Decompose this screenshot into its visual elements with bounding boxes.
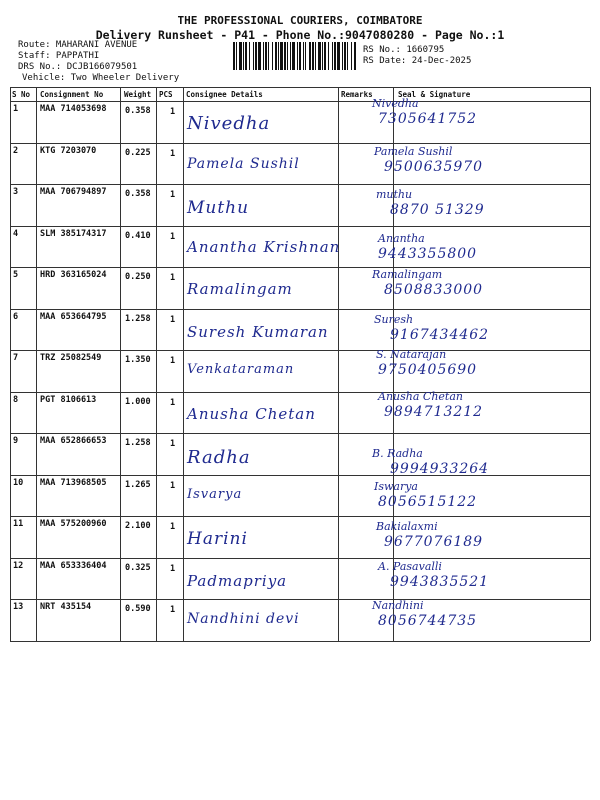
row-phone-handwritten: 9167434462 [390,326,490,343]
row-signature: Ramalingam [372,268,443,281]
row-pcs: 1 [170,522,176,532]
row-divider [10,433,590,434]
row-consignee-handwritten: Muthu [187,198,250,218]
row-weight: 0.225 [125,147,151,158]
row-sno: 1 [13,104,19,114]
row-consignment-no: HRD 363165024 [40,270,107,280]
row-divider [10,267,590,268]
row-phone-handwritten: 8508833000 [384,282,484,298]
row-sno: 10 [13,477,24,488]
row-pcs: 1 [170,107,176,117]
row-phone-handwritten: 9750405690 [378,362,478,378]
row-phone-handwritten: 9677076189 [384,534,484,550]
row-consignment-no: MAA 652866653 [40,436,107,446]
col-header-pcs: PCS [159,90,173,99]
row-consignment-no: MAA 713968505 [40,477,107,488]
row-weight: 0.358 [125,106,151,116]
row-consignee-handwritten: Anusha Chetan [187,404,316,423]
row-pcs: 1 [170,397,176,408]
row-divider [10,350,590,351]
row-signature: Nandhini [372,599,424,612]
row-consignee-handwritten: Suresh Kumaran [187,322,329,341]
row-consignee-handwritten: Nivedha [187,113,271,134]
row-pcs: 1 [170,273,176,283]
route-label: Route: MAHARANI AVENUE [18,40,138,50]
row-weight: 1.000 [125,396,151,407]
row-divider [10,143,590,144]
row-pcs: 1 [170,605,176,615]
row-phone-handwritten: 9994933264 [390,461,490,477]
row-consignee-handwritten: Radha [187,447,251,468]
row-divider [10,516,590,517]
row-signature: A. Pasavalli [378,559,442,573]
row-phone-handwritten: 8056515122 [378,493,478,510]
row-weight: 0.325 [125,562,151,573]
row-weight: 1.258 [125,313,151,324]
row-divider [10,392,590,393]
company-title: THE PROFESSIONAL COURIERS, COIMBATORE [177,14,423,27]
rs-date: RS Date: 24-Dec-2025 [363,56,472,66]
row-consignment-no: MAA 575200960 [40,519,107,529]
row-sno: 12 [13,560,24,571]
row-weight: 0.250 [125,272,151,282]
row-pcs: 1 [170,314,176,325]
col-header-seal: Seal & Signature [398,90,471,99]
barcode [233,42,357,70]
row-phone-handwritten: 8056744735 [378,613,478,629]
row-sno: 3 [13,187,19,197]
runsheet-title: Delivery Runsheet - P41 - Phone No.:9047080280 - Page No.:1 [95,28,505,42]
row-consignment-no: MAA 706794897 [40,187,107,197]
row-weight: 1.258 [125,438,151,448]
row-phone-handwritten: 8870 51329 [390,202,485,218]
col-header-sno: S No [12,90,31,99]
row-sno: 4 [13,228,19,239]
row-signature: Anantha [378,231,425,245]
row-sno: 9 [13,436,19,446]
col-header-consignment: Consignment No [40,90,104,99]
row-weight: 1.350 [125,355,151,365]
row-consignee-handwritten: Ramalingam [187,280,293,298]
row-weight: 1.265 [125,479,151,490]
row-consignee-handwritten: Nandhini devi [187,611,300,627]
row-consignee-handwritten: Harini [187,529,248,549]
row-consignee-handwritten: Venkataraman [187,362,295,377]
col-header-remarks: Remarks [341,90,373,99]
row-sno: 7 [13,353,19,363]
row-sno: 11 [13,519,24,529]
row-consignee-handwritten: Pamela Sushil [187,155,300,172]
row-consignment-no: MAA 653336404 [40,560,107,571]
row-consignment-no: MAA 653664795 [40,311,107,322]
row-signature: Iswarya [374,479,418,493]
row-consignment-no: SLM 385174317 [40,228,107,239]
row-consignment-no: TRZ 25082549 [40,353,102,363]
row-phone-handwritten: 9500635970 [384,158,484,175]
row-phone-handwritten: 9443355800 [378,245,478,262]
row-signature: S. Natarajan [376,348,447,361]
row-pcs: 1 [170,190,176,200]
row-consignment-no: KTG 7203070 [40,145,97,156]
row-weight: 0.590 [125,604,151,614]
row-pcs: 1 [170,480,176,491]
row-signature: muthu [376,188,413,201]
row-signature: Bakialaxmi [376,520,438,533]
row-sno: 6 [13,311,19,322]
vehicle-label: Vehicle: Two Wheeler Delivery [22,73,180,83]
rs-number: RS No.: 1660795 [363,45,445,55]
row-sno: 5 [13,270,19,280]
row-divider [10,226,590,227]
col-header-consignee: Consignee Details [186,90,263,99]
row-phone-handwritten: 7305641752 [378,111,478,127]
row-divider [10,309,590,310]
row-signature: Anusha Chetan [378,389,463,403]
row-consignee-handwritten: Isvarya [187,486,243,502]
row-consignee-handwritten: Anantha Krishnan [187,237,341,256]
row-divider [10,558,590,559]
row-signature: Pamela Sushil [374,144,453,158]
row-pcs: 1 [170,356,176,366]
row-divider [10,641,590,642]
row-phone-handwritten: 9943835521 [390,573,490,590]
row-consignee-handwritten: Padmapriya [187,571,288,590]
row-weight: 2.100 [125,521,151,531]
row-divider [10,599,590,600]
row-divider [10,475,590,476]
row-pcs: 1 [170,231,176,242]
col-header-weight: Weight [124,90,152,99]
row-sno: 13 [13,602,24,612]
row-signature: B. Radha [372,447,423,460]
row-pcs: 1 [170,439,176,449]
row-phone-handwritten: 9894713212 [384,403,484,420]
row-divider [10,184,590,185]
drs-label: DRS No.: DCJB166079501 [18,62,138,72]
table-top-border [10,87,590,88]
row-weight: 0.358 [125,189,151,199]
row-signature: Nivedha [372,97,419,110]
row-weight: 0.410 [125,230,151,241]
row-consignment-no: NRT 435154 [40,602,92,612]
row-pcs: 1 [170,563,176,574]
row-consignment-no: MAA 714053698 [40,104,107,114]
row-signature: Suresh [374,312,414,326]
header-bottom-border [10,101,590,102]
row-sno: 8 [13,394,19,405]
column-divider [590,87,591,641]
row-sno: 2 [13,145,19,156]
row-pcs: 1 [170,148,176,159]
staff-label: Staff: PAPPATHI [18,51,100,61]
row-consignment-no: PGT 8106613 [40,394,97,405]
